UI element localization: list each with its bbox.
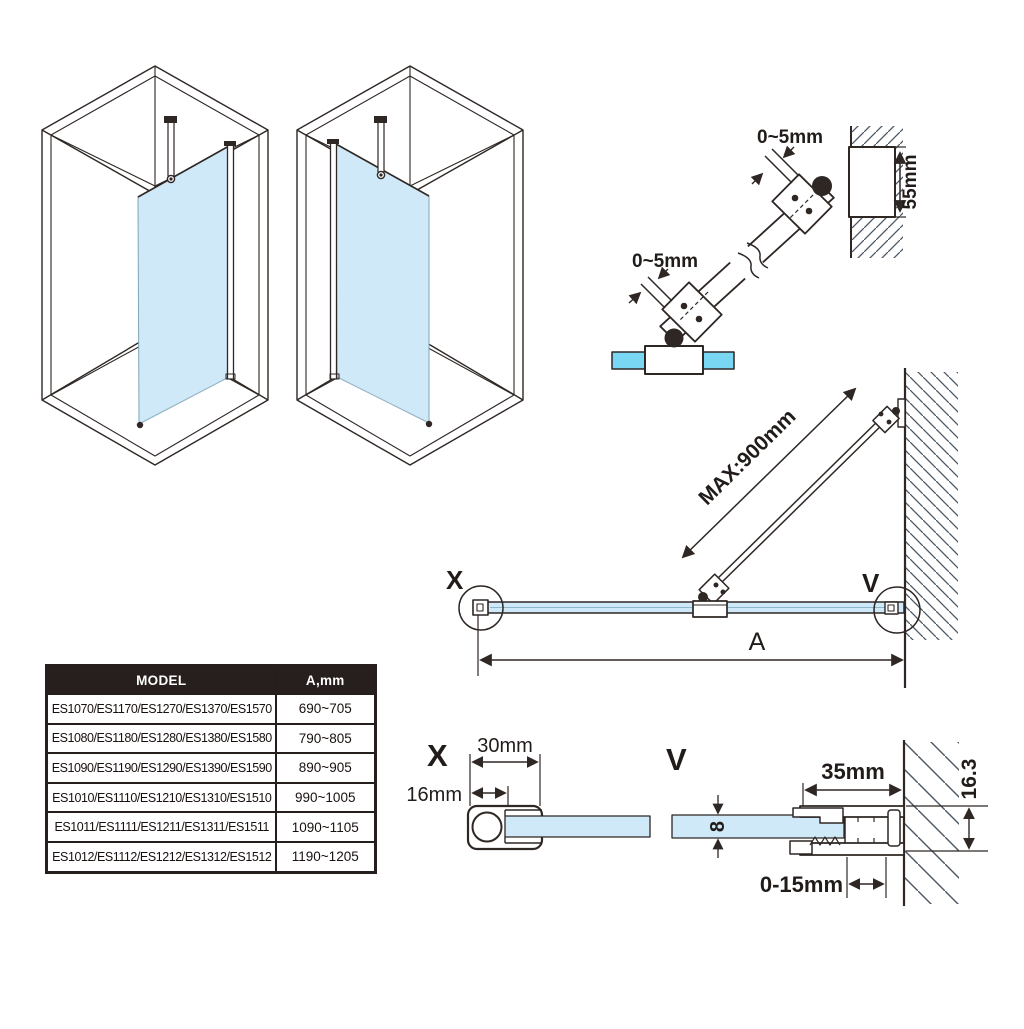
bar-wall-bracket (873, 399, 905, 433)
model-cell: ES1080/ES1180/ES1280/ES1380/ES1580 (47, 724, 276, 754)
detail-x-title: X (427, 738, 448, 773)
ceiling-support-bar (164, 116, 177, 183)
width-dim-label: A (748, 628, 766, 656)
col-header-model: MODEL (47, 666, 276, 695)
gap-top-label: 0~5mm (757, 127, 824, 148)
max-length-dim (683, 389, 855, 557)
model-table (45, 664, 377, 874)
model-cell: ES1010/ES1110/ES1210/ES1310/ES1510 (47, 783, 276, 813)
table-row (47, 694, 376, 724)
iso-view-right (297, 66, 523, 465)
table-row (47, 724, 376, 754)
detail-v-title: V (666, 742, 687, 777)
model-cell: ES1090/ES1190/ES1290/ES1390/ES1590 (47, 753, 276, 783)
profile-width-label: 30mm (477, 735, 533, 757)
gap-bottom-label: 0~5mm (632, 251, 699, 272)
model-size-table (45, 664, 377, 874)
gap-ticks-bottom (629, 269, 672, 308)
anchor-height-label: 55mm (900, 154, 921, 210)
amm-cell: 890~905 (276, 753, 376, 783)
model-cell: ES1012/ES1112/ES1212/ES1312/ES1512 (47, 842, 276, 872)
glass-thickness-label: 8 (707, 820, 729, 833)
end-cap-x (473, 600, 488, 615)
profile-height-label: 16.3 (958, 758, 981, 800)
wall-hatching (905, 742, 959, 904)
glass-segment (672, 815, 844, 838)
amm-cell: 1090~1105 (276, 812, 376, 842)
wall-anchor-plate (849, 147, 895, 217)
plan-view (446, 368, 958, 688)
amm-cell: 790~805 (276, 724, 376, 754)
end-fitting-v (885, 602, 898, 614)
table-row (47, 783, 376, 813)
wall-profile (331, 142, 337, 379)
table-row (47, 842, 376, 872)
strut-detail (612, 126, 921, 374)
amm-cell: 1190~1205 (276, 842, 376, 872)
pivot-joint (665, 329, 684, 348)
profile-width-label: 35mm (821, 759, 885, 784)
glass-clamp-foot (645, 346, 703, 374)
round-tube (473, 813, 502, 842)
floor-fitting (426, 421, 432, 427)
iso-view-left (42, 66, 268, 465)
glass-panel (336, 144, 429, 423)
gap-ticks-top (752, 147, 799, 184)
pivot-joint (812, 176, 832, 196)
table-header-row (47, 666, 376, 695)
wall-profile (228, 144, 234, 379)
max-length-label: MAX:900mm (694, 404, 801, 510)
table-row (47, 753, 376, 783)
detail-x (406, 735, 650, 849)
glass-panel (138, 146, 229, 424)
adjust-range-label: 0-15mm (759, 872, 843, 897)
tube-offset-label: 16mm (406, 784, 462, 806)
amm-cell: 990~1005 (276, 783, 376, 813)
amm-cell: 690~705 (276, 694, 376, 724)
col-header-amm: A,mm (276, 666, 376, 695)
glass-segment (505, 816, 650, 837)
detail-x-ref-label: X (446, 565, 464, 595)
floor-fitting (137, 422, 143, 428)
wall-hatching (906, 372, 958, 640)
table-row (47, 812, 376, 842)
detail-v-ref-label: V (862, 568, 880, 598)
model-cell: ES1070/ES1170/ES1270/ES1370/ES1570 (47, 694, 276, 724)
detail-v (666, 740, 988, 906)
model-cell: ES1011/ES1111/ES1211/ES1311/ES1511 (47, 812, 276, 842)
